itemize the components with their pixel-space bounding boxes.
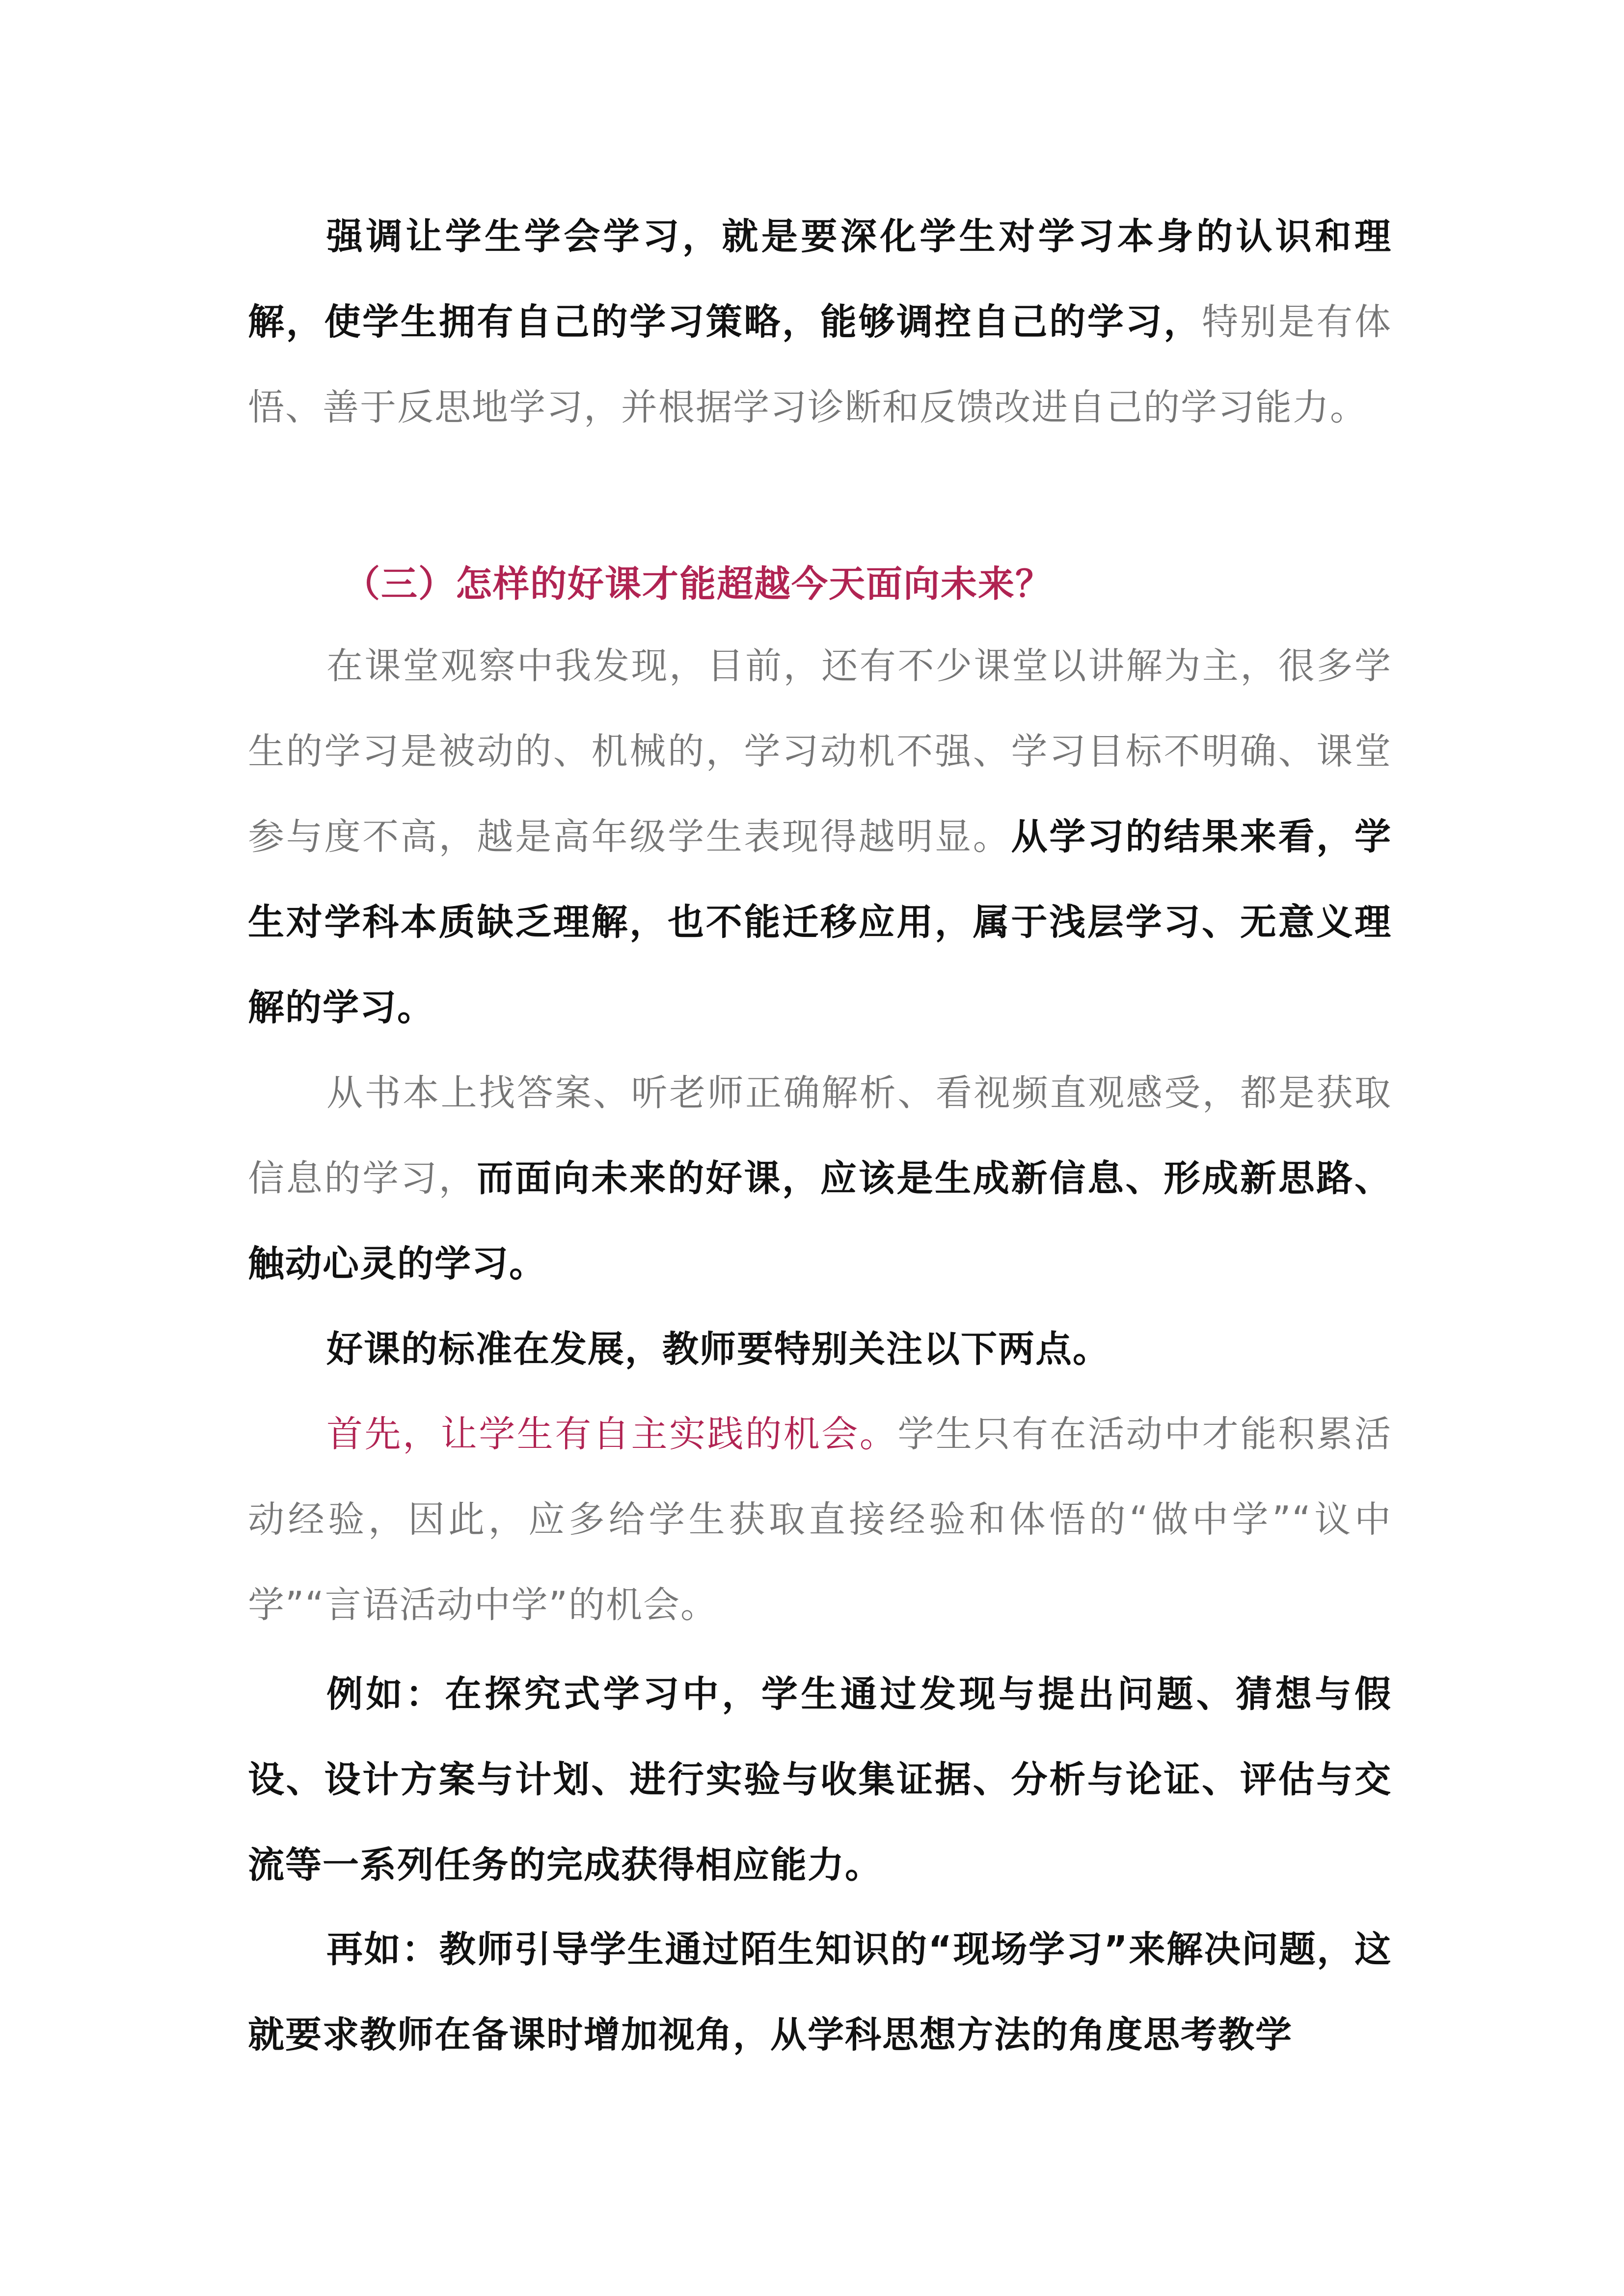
paragraph-gray-text: 在课堂观察中我发现，目前，还有不少课堂以讲解为主，很多学生的学习是被动的、机械的，学习动机不强、学习目标不明确、课堂参与度不高，越是高年级学生表现得越明显。	[248, 645, 1392, 858]
section-number: （三）	[344, 563, 456, 605]
paragraph-bold-text: 再如：教师引导学生通过陌生知识的“现场学习”来解决问题，这就要求教师在备课时增加视角，从学科思想方法的角度思考教学	[248, 1928, 1392, 2056]
paragraph-gray-text: 从书本上找答案、听老师正确解析、看视频直观感受，都是获取信息的学习，	[248, 1072, 1392, 1200]
paragraph-gray-text: 特别是有体悟、善于反思地学习，并根据学习诊断和反馈改进自己的学习能力。	[248, 301, 1392, 428]
paragraph-bold-text: 而面向未来的好课，应该是生成新信息、形成新思路、触动心灵的学习。	[248, 1157, 1392, 1285]
paragraph-bold-text: 例如：在探究式学习中，学生通过发现与提出问题、猜想与假设、设计方案与计划、进行实验与收集证据、分析与论证、评估与交流等一系列任务的完成获得相应能力。	[248, 1673, 1392, 1886]
paragraph-first-point	[248, 1391, 1392, 1648]
paragraph-bold-text: 强调让学生学会学习，就是要深化学生对学习本身的认识和理解，使学生拥有自己的学习策略，能够调控自己的学习，	[248, 215, 1392, 343]
paragraph-red-text: 首先，让学生有自主实践的机会。	[326, 1413, 898, 1455]
paragraph-bold-text: 好课的标准在发展，教师要特别关注以下两点。	[326, 1328, 1110, 1370]
section-heading	[344, 552, 1375, 616]
paragraph-classroom-observation	[248, 623, 1392, 1050]
paragraph-example-inquiry	[248, 1652, 1392, 1908]
paragraph-bold-text: 从学习的结果来看，学生对学科本质缺乏理解，也不能迁移应用，属于浅层学习、无意义理解的学习。	[248, 816, 1392, 1029]
section-title: 怎样的好课才能超越今天面向未来？	[456, 563, 1053, 605]
paragraph-future-lessons	[248, 1050, 1392, 1307]
paragraph-example-onsite	[248, 1907, 1392, 2078]
paragraph-learning-to-learn	[248, 194, 1392, 450]
paragraph-standards	[248, 1307, 1392, 1392]
paragraph-gray-text: 学生只有在活动中才能积累活动经验，因此，应多给学生获取直接经验和体悟的“做中学”“议中学”“言语活动中学”的机会。	[248, 1413, 1392, 1626]
